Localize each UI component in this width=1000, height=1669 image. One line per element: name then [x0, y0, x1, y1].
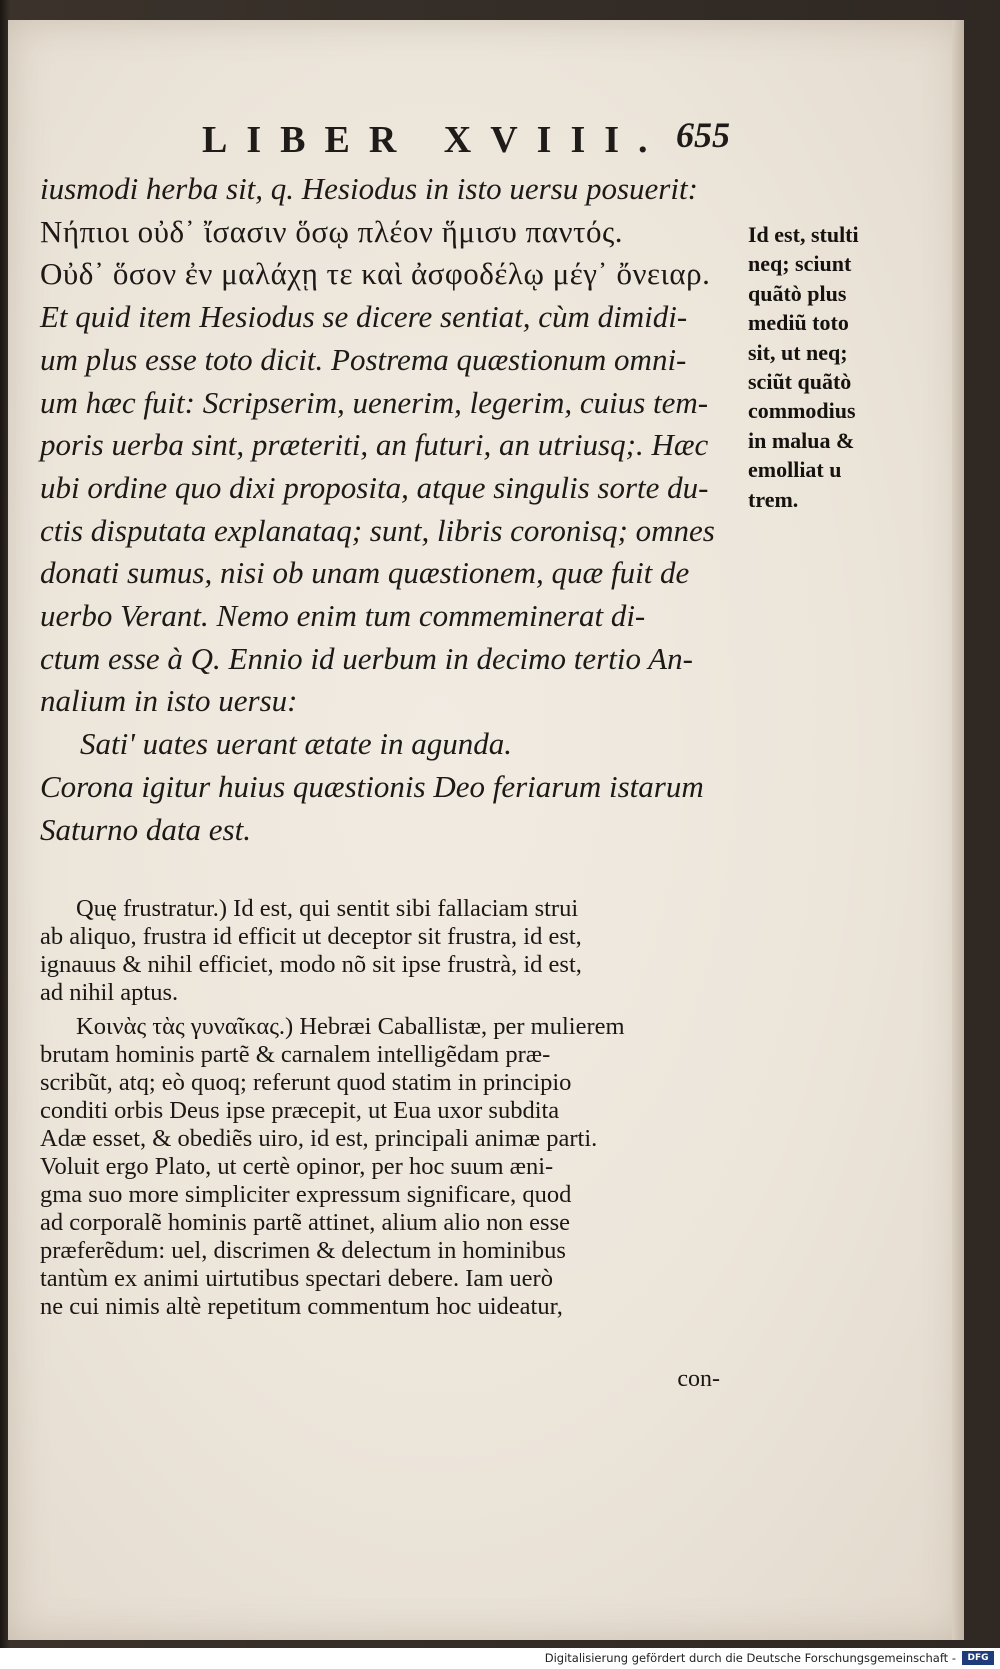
main-text-block	[40, 168, 740, 851]
text-line: donati sumus, nisi ob unam quæstionem, quæ fuit de	[40, 555, 690, 591]
dfg-logo: DFG	[962, 1651, 994, 1665]
commentary-line: Κοινὰς τὰς γυναῖκας.) Hebræi Caballistæ, per mulierem	[76, 1013, 625, 1040]
text-line: uerbo Verant. Nemo enim tum commeminerat di-	[40, 598, 646, 634]
commentary-line: ne cui nimis altè repetitum commentum hoc uideatur,	[40, 1293, 563, 1320]
footer-bar	[0, 1648, 1000, 1669]
text-line: Saturno data est.	[40, 811, 251, 847]
text-line: ctis disputata explanataq; sunt, libris coronisq; omnes	[40, 512, 715, 548]
text-line: Corona igitur huius quæstionis Deo feriarum istarum	[40, 768, 704, 804]
gloss-line: Id est, stulti	[748, 222, 859, 247]
text-line: Et quid item Hesiodus se dicere sentiat, cùm dimidi-	[40, 299, 688, 335]
commentary-line: tantùm ex animi uirtutibus spectari debere. Iam uerò	[40, 1265, 553, 1292]
gloss-line: emolliat u	[748, 457, 842, 483]
gloss-line: commodius	[748, 398, 856, 424]
gloss-line: in malua &	[748, 427, 855, 453]
gloss-line: neq; sciunt	[748, 251, 852, 277]
commentary-line: conditi orbis Deus ipse præcepit, ut Eua uxor subdita	[40, 1097, 560, 1124]
gloss-line: sciũt quãtò	[748, 369, 852, 395]
commentary-line: ab aliquo, frustra id efficit ut deceptor sit frustra, id est,	[40, 923, 582, 950]
text-line: poris uerba sint, præteriti, an futuri, an utriusq;. Hæc	[40, 427, 709, 463]
commentary-line: Quę frustratur.) Id est, qui sentit sibi fallaciam strui	[76, 895, 579, 922]
marginal-gloss	[748, 220, 918, 514]
commentary-line: Voluit ergo Plato, ut certè opinor, per hoc suum æni-	[40, 1153, 554, 1180]
text-line: nalium in isto uersu:	[40, 683, 298, 719]
commentary-block	[40, 895, 740, 1321]
commentary-line: præferẽdum: uel, discrimen & delectum in hominibus	[40, 1237, 566, 1264]
commentary-line: Adæ esset, & obediẽs uiro, id est, principali animæ parti.	[40, 1125, 598, 1152]
gloss-line: quãtò plus	[748, 280, 847, 306]
greek-verse-line: Νήπιοι οὐδ᾽ ἴσασιν ὅσῳ πλέον ἥμισυ παντός.	[40, 213, 624, 249]
text-line: iusmodi herba sit, q. Hesiodus in isto uersu posuerit:	[40, 171, 698, 206]
gloss-line: mediũ toto	[748, 310, 849, 336]
commentary-line: ignauus & nihil efficiet, modo nõ sit ipse frustrà, id est,	[40, 951, 582, 978]
catchword: con-	[677, 1366, 720, 1392]
commentary-line: ad nihil aptus.	[40, 979, 179, 1006]
text-line: um plus esse toto dicit. Postrema quæstionum omni-	[40, 341, 687, 377]
text-line: ubi ordine quo dixi proposita, atque singulis sorte du-	[40, 469, 709, 505]
page-edge	[952, 20, 964, 1640]
commentary-line: scribũt, atq; eò quoq; referunt quod statim in principio	[40, 1069, 572, 1096]
text-line: um hæc fuit: Scripserim, uenerim, legerim, cuius tem-	[40, 384, 709, 420]
running-head: LIBER XVIII.	[202, 119, 667, 161]
gloss-line: sit, ut neq;	[748, 339, 848, 365]
gloss-line: trem.	[748, 486, 799, 512]
latin-verse-line: Sati' uates uerant ætate in agunda.	[80, 726, 513, 762]
text-line: ctum esse à Q. Ennio id uerbum in decimo tertio An-	[40, 640, 693, 676]
commentary-line: brutam hominis partẽ & carnalem intelligẽdam præ-	[40, 1041, 551, 1068]
commentary-line: ad corporalẽ hominis partẽ attinet, alium alio non esse	[40, 1209, 570, 1236]
commentary-line: gma suo more simpliciter expressum significare, quod	[40, 1181, 572, 1208]
page-number: 655	[676, 115, 730, 155]
greek-verse-line: Οὐδ᾽ ὅσον ἐν μαλάχῃ τε καὶ ἀσφοδέλῳ μέγ᾽ ὄνειαρ.	[40, 256, 711, 292]
funding-credit: Digitalisierung gefördert durch die Deutsche Forschungsgemeinschaft -	[544, 1651, 956, 1665]
page-header	[180, 110, 740, 170]
